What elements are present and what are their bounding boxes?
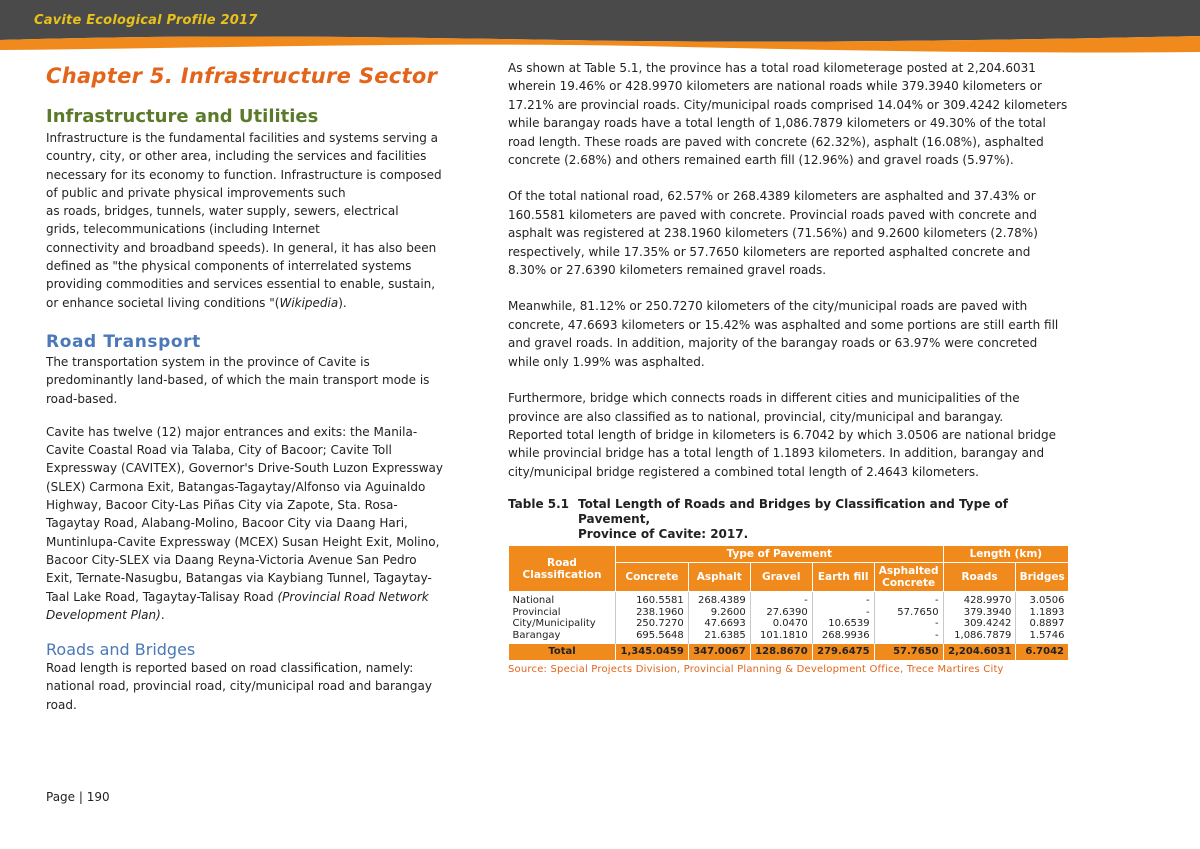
right-column	[508, 59, 1068, 675]
roads-bridges-heading: Roads and Bridges	[46, 640, 196, 660]
city-barangay-paragraph: Meanwhile, 81.12% or 250.7270 kilometers of the city/municipal roads are paved with concrete, 47.6693 kilometers or 15.42% was asphalted and some portions are still earth fill and gravel roads. In addition, majority of the barangay roads or 63.97% were concreted while only 1.99% was asphalted.	[508, 299, 1059, 369]
road-transport-heading: Road Transport	[46, 331, 201, 352]
header-gravel: Gravel	[750, 563, 812, 592]
header-decoration	[0, 0, 1200, 58]
infrastructure-heading: Infrastructure and Utilities	[46, 106, 319, 127]
chapter-title: Chapter 5. Infrastructure Sector	[46, 64, 438, 88]
table-title: Total Length of Roads and Bridges by Classification and Type of Pavement, Province of Cavite: 2017.	[578, 497, 1008, 542]
table-total-row: Total 1,345.0459 347.0067 128.8670 279.6475 57.7650 2,204.6031 6.7042	[509, 644, 1069, 661]
infrastructure-paragraph: Infrastructure is the fundamental facilities and systems serving a country, city, or other area, including the services and facilities necessary for its economy to function. Infrastructure is composed of public and private physical improvements such as roads, bridges, tunnels, water supply, sewers, electrical grids, telecommunications (including Internet connectivity and broadband speeds). In general, it has also been defined as "the physical components of interrelated systems providing commodities and services essential to enable, sustain, or enhance societal living conditions "(Wikipedia).	[46, 131, 442, 310]
table-number: Table 5.1	[508, 497, 570, 512]
wikipedia-citation: Wikipedia	[279, 295, 339, 310]
bridges-paragraph: Furthermore, bridge which connects roads in different cities and municipalities of the province are also classified as to national, provincial, city/municipal and barangay. Reported total length of bridge in kilometers is 6.7042 by which 3.0506 are national bridge while provincial bridge has a total length of 1.1893 kilometers. In addition, barangay and city/municipal bridge registered a combined total length of 2.4643 kilometers.	[508, 391, 1056, 479]
road-summary-paragraph: As shown at Table 5.1, the province has a total road kilometerage posted at 2,204.6031 wherein 19.46% or 428.9970 kilometers are national roads while 379.3940 kilometers or 17.21% are provincial roads. City/municipal roads comprised 14.04% or 309.4242 kilometers while barangay roads have a total length of 1,086.7879 kilometers or 49.30% of the total road length. These roads are paved with concrete (62.32%), asphalt (16.08%), asphalted concrete (2.68%) and others remained earth fill (12.96%) and gravel roads (5.97%).	[508, 61, 1068, 168]
header-asphalted-concrete: Asphalted Concrete	[874, 563, 943, 592]
table-caption	[508, 497, 1068, 542]
entrances-paragraph: Cavite has twelve (12) major entrances and exits: the Manila- Cavite Coastal Road via Talaba, City of Bacoor; Cavite Toll Expressway (CAVITEX), Governor's Drive-South Luzon Expressway (SLEX) Carmona Exit, Batangas-Tagaytay/Alfonso via Aguinaldo Highway, Bacoor City-Las Piñas City via Zapote, Sta. Rosa- Tagaytay Road, Alabang-Molino, Bacoor City via Daang Hari, Muntinlupa-Cavite Expressway (MCEX) Susan Height Exit, Molino, Bacoor City-SLEX via Daang Reyna-Victoria Avenue San Pedro Exit, Ternate-Nasugbu, Batangas via Kaybiang Tunnel, Tagaytay- Taal Lake Road, Tagaytay-Talisay Road (Provincial Road Network Development Plan).	[46, 424, 444, 622]
left-column	[46, 60, 458, 714]
table-row: City/Municipality 250.7270 47.6693 0.0470 10.6539 - 309.4242 0.8897	[509, 618, 1069, 630]
table-row: Barangay 695.5648 21.6385 101.1810 268.9936 - 1,086.7879 1.5746	[509, 630, 1069, 644]
table-row: Provincial 238.1960 9.2600 27.6390 - 57.7650 379.3940 1.1893	[509, 607, 1069, 619]
header-type-of-pavement: Type of Pavement	[616, 546, 944, 563]
road-network-citation: (Provincial Road Network	[277, 589, 429, 604]
table-row: National 160.5581 268.4389 - - - 428.9970 3.0506	[509, 592, 1069, 607]
national-provincial-paragraph: Of the total national road, 62.57% or 268.4389 kilometers are asphalted and 37.43% or 160.5581 kilometers are paved with concrete. Provincial roads paved with concrete and asphalt was registered at 238.1960 kilometers (71.56%) and 9.2600 kilometers (2.78%) respectively, while 17.35% or 57.7650 kilometers are reported asphalted concrete and 8.30% or 27.6390 kilometers remained gravel roads.	[508, 189, 1038, 278]
header-road-classification: Road Classification	[509, 546, 616, 592]
header-roads: Roads	[943, 563, 1016, 592]
header-length-km: Length (km)	[943, 546, 1068, 563]
page-number: Page | 190	[46, 790, 110, 804]
header-bridges: Bridges	[1016, 563, 1069, 592]
header-earth-fill: Earth fill	[812, 563, 874, 592]
table-source: Source: Special Projects Division, Provincial Planning & Development Office, Trece Martires City	[508, 663, 1004, 675]
header-asphalt: Asphalt	[688, 563, 750, 592]
roads-bridges-paragraph: Road length is reported based on road classification, namely: national road, provincial road, city/municipal road and barangay road.	[46, 661, 432, 712]
road-transport-paragraph: The transportation system in the province of Cavite is predominantly land-based, of which the main transport mode is road-based.	[46, 354, 430, 406]
header-concrete: Concrete	[616, 563, 689, 592]
header-title: Cavite Ecological Profile 2017	[34, 13, 258, 28]
roads-bridges-table	[508, 545, 1069, 661]
road-network-citation-cont: Development Plan)	[46, 607, 161, 622]
header-band	[0, 0, 1200, 58]
